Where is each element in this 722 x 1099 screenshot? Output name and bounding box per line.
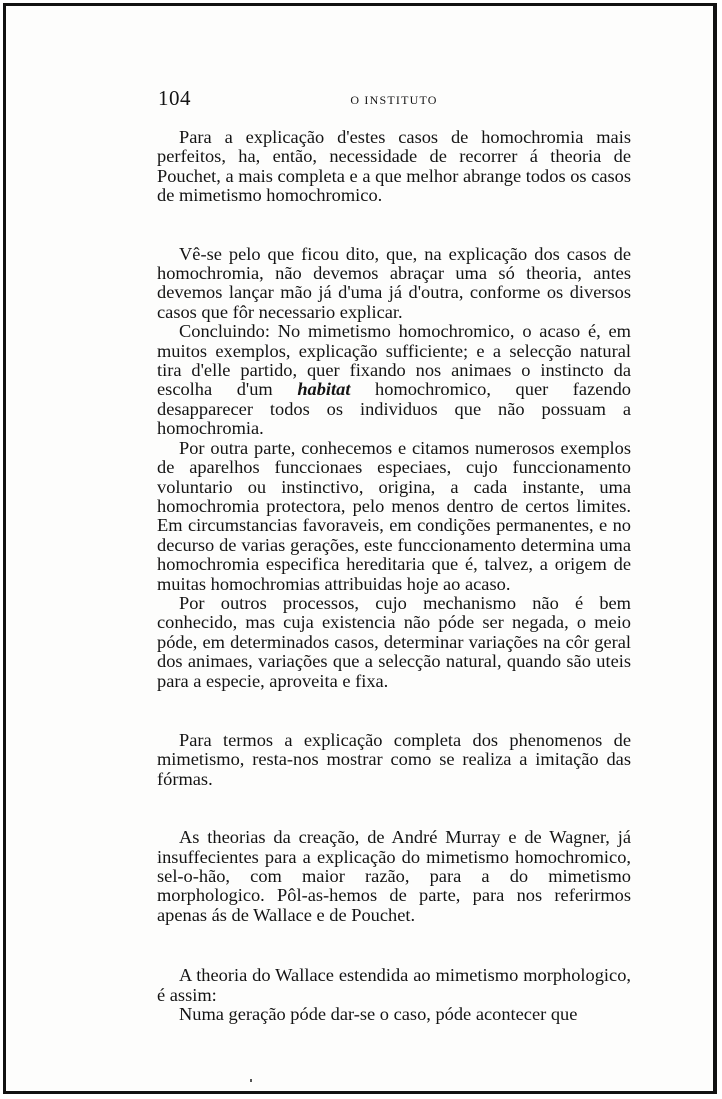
paragraph-no-single-theory: Vê-se pelo que ficou dito, que, na explicação dos casos de homochromia, não devemos abraçar uma só theoria, antes devemos lançar mão já d'uma já d'outra, conforme os diversos casos que fôr necessario explicar.: [157, 243, 631, 322]
paragraph-functional-apparatus: Por outra parte, conhecemos e citamos numerosos exemplos de aparelhos funccionaes especiaes, cujo funccionamento voluntario ou instinctivo, origina, a cada instante, uma homochromia protectora, pelo menos dentro de certos limites. Em circumstancias favoraveis, em condições permanentes, e no decurso de varias gerações, este funccionamento determina uma homochromia especifica hereditaria que é, talvez, a origem de muitas homochromias attribuidas hoje ao acaso.: [157, 437, 631, 594]
conclusion-text-start: Concluindo: No mimetismo homochromico, o acaso é, em muitos exemplos, explicação sufficiente; e a selecção natural tira d'elle partido, quer fixando nos animaes o instincto da escolha d'um: [157, 321, 631, 400]
running-title: O INSTITUTO: [350, 93, 438, 107]
paragraph-conclusion: [157, 322, 631, 438]
paragraph-gap: [157, 925, 631, 966]
paragraph-gap: [157, 206, 631, 245]
text-body: [157, 128, 631, 1024]
paragraph-gap: [157, 691, 631, 731]
page-number: 104: [158, 86, 191, 110]
running-head: [158, 86, 630, 116]
paragraph-form-imitation: Para termos a explicação completa dos phenomenos de mimetismo, resta-nos mostrar como se realiza a imitação das fórmas.: [157, 729, 631, 789]
page: [3, 3, 717, 1094]
paragraph-homochromia-perfect-cases: Para a explicação d'estes casos de homochromia mais perfeitos, ha, então, necessidade de recorrer á theoria de Pouchet, a mais completa e a que melhor abrange todos os casos de mimetismo homochromico.: [157, 127, 631, 206]
paragraph-gap: [157, 789, 631, 828]
habitat-italic-word: habitat: [297, 379, 351, 400]
paragraph-wallace-theory: A theoria do Wallace estendida ao mimetismo morphologico, é assim:: [157, 965, 631, 1005]
paragraph-next-generation: Numa geração póde dar-se o caso, póde acontecer que: [179, 1004, 578, 1025]
paragraph-other-processes: Por outros processos, cujo mechanismo não é bem conhecido, mas cuja existencia não póde ser negada, o meio póde, em determinados casos, determinar variações na côr geral dos animaes, variações que a selecção natural, quando são uteis para a especie, aproveita e fixa.: [157, 592, 631, 691]
paragraph-creation-theories: As theorias da creação, de André Murray e de Wagner, já insuffecientes para a explicação do mimetismo homochromico, sel-o-hão, com maior razão, para a do mimetismo morphologico. Pôl-as-hemos de parte, para nos referirmos apenas ás de Wallace e de Pouchet.: [157, 827, 631, 925]
conclusion-text-end: homochromico, quer fazendo desapparecer todos os individuos que não possuam a homochromia.: [157, 379, 632, 439]
ink-speck: [250, 1079, 252, 1082]
